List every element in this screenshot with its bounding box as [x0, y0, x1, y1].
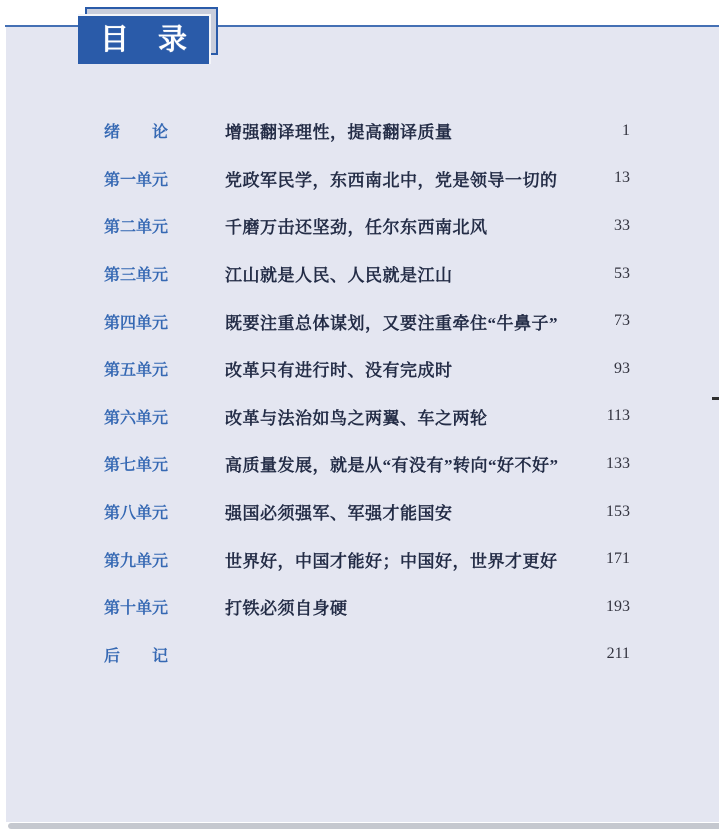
- toc-entry-unit-3: [104, 250, 630, 298]
- toc-entry-page-number: 13: [614, 169, 630, 187]
- toc-entry-page-number: 33: [614, 216, 630, 234]
- page-title: 目 录: [99, 23, 187, 56]
- toc-entry-postscript: [104, 631, 630, 679]
- toc-entry-page-number: 133: [606, 454, 630, 472]
- table-of-contents: [104, 107, 630, 678]
- toc-entry-page-number: 171: [606, 550, 630, 568]
- toc-entry-unit-6: [104, 393, 630, 441]
- toc-entry-title: 改革与法治如鸟之两翼、车之两轮: [225, 408, 488, 428]
- toc-entry-title: 强国必须强军、军强才能国安: [225, 504, 453, 524]
- toc-entry-label: 第一单元: [104, 171, 169, 189]
- toc-entry-title: 改革只有进行时、没有完成时: [225, 361, 453, 381]
- horizontal-scrollbar[interactable]: [8, 823, 719, 829]
- toc-entry-label: 第六单元: [104, 409, 169, 427]
- toc-entry-unit-4: [104, 297, 630, 345]
- toc-entry-unit-9: [104, 535, 630, 583]
- toc-entry-label: 第五单元: [104, 362, 169, 380]
- toc-entry-unit-8: [104, 488, 630, 536]
- toc-entry-title: 千磨万击还坚劲，任尔东西南北风: [225, 218, 488, 238]
- toc-entry-title: 增强翻译理性，提高翻译质量: [225, 123, 453, 143]
- toc-entry-unit-7: [104, 440, 630, 488]
- toc-entry-title: 世界好，中国才能好；中国好，世界才更好: [225, 551, 558, 571]
- toc-entry-label: 绪 论: [104, 124, 169, 142]
- toc-entry-label: 第九单元: [104, 552, 169, 570]
- toc-entry-title: 党政军民学，东西南北中，党是领导一切的: [225, 170, 558, 190]
- toc-entry-page-number: 93: [614, 359, 630, 377]
- toc-entry-unit-10: [104, 583, 630, 631]
- toc-entry-unit-1: [104, 155, 630, 203]
- toc-entry-title: 打铁必须自身硬: [225, 599, 348, 619]
- toc-entry-label: 第十单元: [104, 600, 169, 618]
- toc-entry-label: 第三单元: [104, 267, 169, 285]
- page-title-box: [78, 14, 211, 64]
- toc-entry-label: 第八单元: [104, 505, 169, 523]
- toc-entry-page-number: 193: [606, 597, 630, 615]
- toc-entry-page-number: 73: [614, 312, 630, 330]
- toc-entry-label: 第七单元: [104, 457, 169, 475]
- toc-entry-page-number: 113: [606, 407, 630, 425]
- toc-entry-page-number: 53: [614, 264, 630, 282]
- chapter-header: [78, 7, 220, 64]
- toc-entry-title: 高质量发展，就是从“有没有”转向“好不好”: [225, 456, 559, 476]
- toc-entry-page-number: 211: [606, 645, 630, 663]
- toc-entry-title: 江山就是人民、人民就是江山: [225, 266, 453, 286]
- toc-entry-unit-2: [104, 202, 630, 250]
- toc-entry-label: 第二单元: [104, 219, 169, 237]
- toc-entry-label: 第四单元: [104, 314, 169, 332]
- toc-entry-page-number: 153: [606, 502, 630, 520]
- toc-entry-title: 既要注重总体谋划，又要注重牵住“牛鼻子”: [225, 313, 558, 333]
- page-edge-mark: [712, 397, 719, 400]
- toc-entry-page-number: 1: [622, 121, 630, 139]
- toc-entry-unit-5: [104, 345, 630, 393]
- toc-entry-label: 后 记: [104, 647, 169, 665]
- toc-entry-intro: [104, 107, 630, 155]
